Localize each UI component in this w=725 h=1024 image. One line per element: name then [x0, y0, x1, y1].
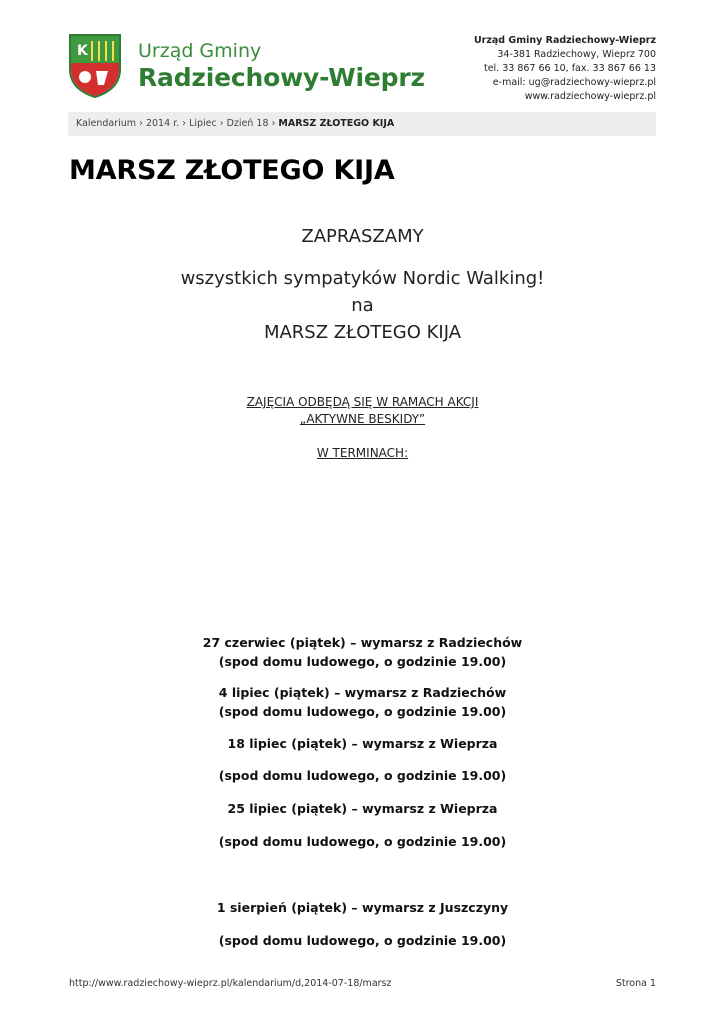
contact-block	[474, 34, 656, 104]
note-line-2: „AKTYWNE BESKIDY”	[299, 412, 426, 426]
invite-heading: ZAPRASZAMY	[301, 226, 424, 247]
contact-phone: tel. 33 867 66 10, fax. 33 867 66 13	[483, 63, 656, 74]
footer-page-number: Strona 1	[615, 978, 656, 989]
schedule-line: (spod domu ludowego, o godzinie 19.00)	[218, 768, 507, 783]
schedule-line: 4 lipiec (piątek) – wymarsz z Radziechów	[218, 685, 507, 700]
breadcrumb	[68, 112, 656, 136]
logo-title-line2: Radziechowy-Wieprz	[138, 63, 425, 92]
contact-email[interactable]: e-mail: ug@radziechowy-wieprz.pl	[492, 77, 656, 88]
terms-heading: W TERMINACH:	[316, 446, 409, 460]
contact-address: 34-381 Radziechowy, Wieprz 700	[497, 49, 656, 60]
svg-text:K: K	[77, 43, 88, 59]
invite-line-2: na	[351, 295, 374, 316]
breadcrumb-separator: ›	[182, 118, 187, 129]
breadcrumb-current: MARSZ ZŁOTEGO KIJA	[278, 118, 395, 129]
schedule-line: (spod domu ludowego, o godzinie 19.00)	[218, 834, 507, 849]
breadcrumb-item-kalendarium[interactable]: Kalendarium	[76, 118, 137, 129]
schedule-line: 27 czerwiec (piątek) – wymarsz z Radziechów	[202, 635, 523, 650]
schedule-line: 1 sierpień (piątek) – wymarsz z Juszczyny	[216, 900, 509, 915]
breadcrumb-item-year[interactable]: 2014 r.	[145, 118, 180, 129]
schedule-line: (spod domu ludowego, o godzinie 19.00)	[218, 933, 507, 948]
schedule-line: 25 lipiec (piątek) – wymarsz z Wieprza	[227, 801, 498, 816]
schedule-line: 18 lipiec (piątek) – wymarsz z Wieprza	[227, 736, 498, 751]
schedule-line: (spod domu ludowego, o godzinie 19.00)	[218, 654, 507, 669]
breadcrumb-separator: ›	[271, 118, 276, 129]
contact-org: Urząd Gminy Radziechowy-Wieprz	[473, 35, 656, 46]
breadcrumb-item-month[interactable]: Lipiec	[189, 118, 217, 129]
contact-www[interactable]: www.radziechowy-wieprz.pl	[524, 91, 656, 102]
breadcrumb-separator: ›	[219, 118, 224, 129]
invite-line-1: wszystkich sympatyków Nordic Walking!	[180, 268, 545, 289]
note-line-1: ZAJĘCIA ODBĘDĄ SIĘ W RAMACH AKCJI	[246, 395, 479, 409]
breadcrumb-item-day[interactable]: Dzień 18	[226, 118, 269, 129]
logo-title-line1: Urząd Gminy	[138, 40, 262, 62]
coat-of-arms-logo	[68, 33, 122, 99]
invite-line-3: MARSZ ZŁOTEGO KIJA	[263, 322, 462, 343]
schedule-line: (spod domu ludowego, o godzinie 19.00)	[218, 704, 507, 719]
footer-url[interactable]: http://www.radziechowy-wieprz.pl/kalendarium/d,2014-07-18/marsz	[69, 978, 392, 989]
breadcrumb-separator: ›	[139, 118, 143, 129]
page-title: MARSZ ZŁOTEGO KIJA	[69, 155, 395, 186]
